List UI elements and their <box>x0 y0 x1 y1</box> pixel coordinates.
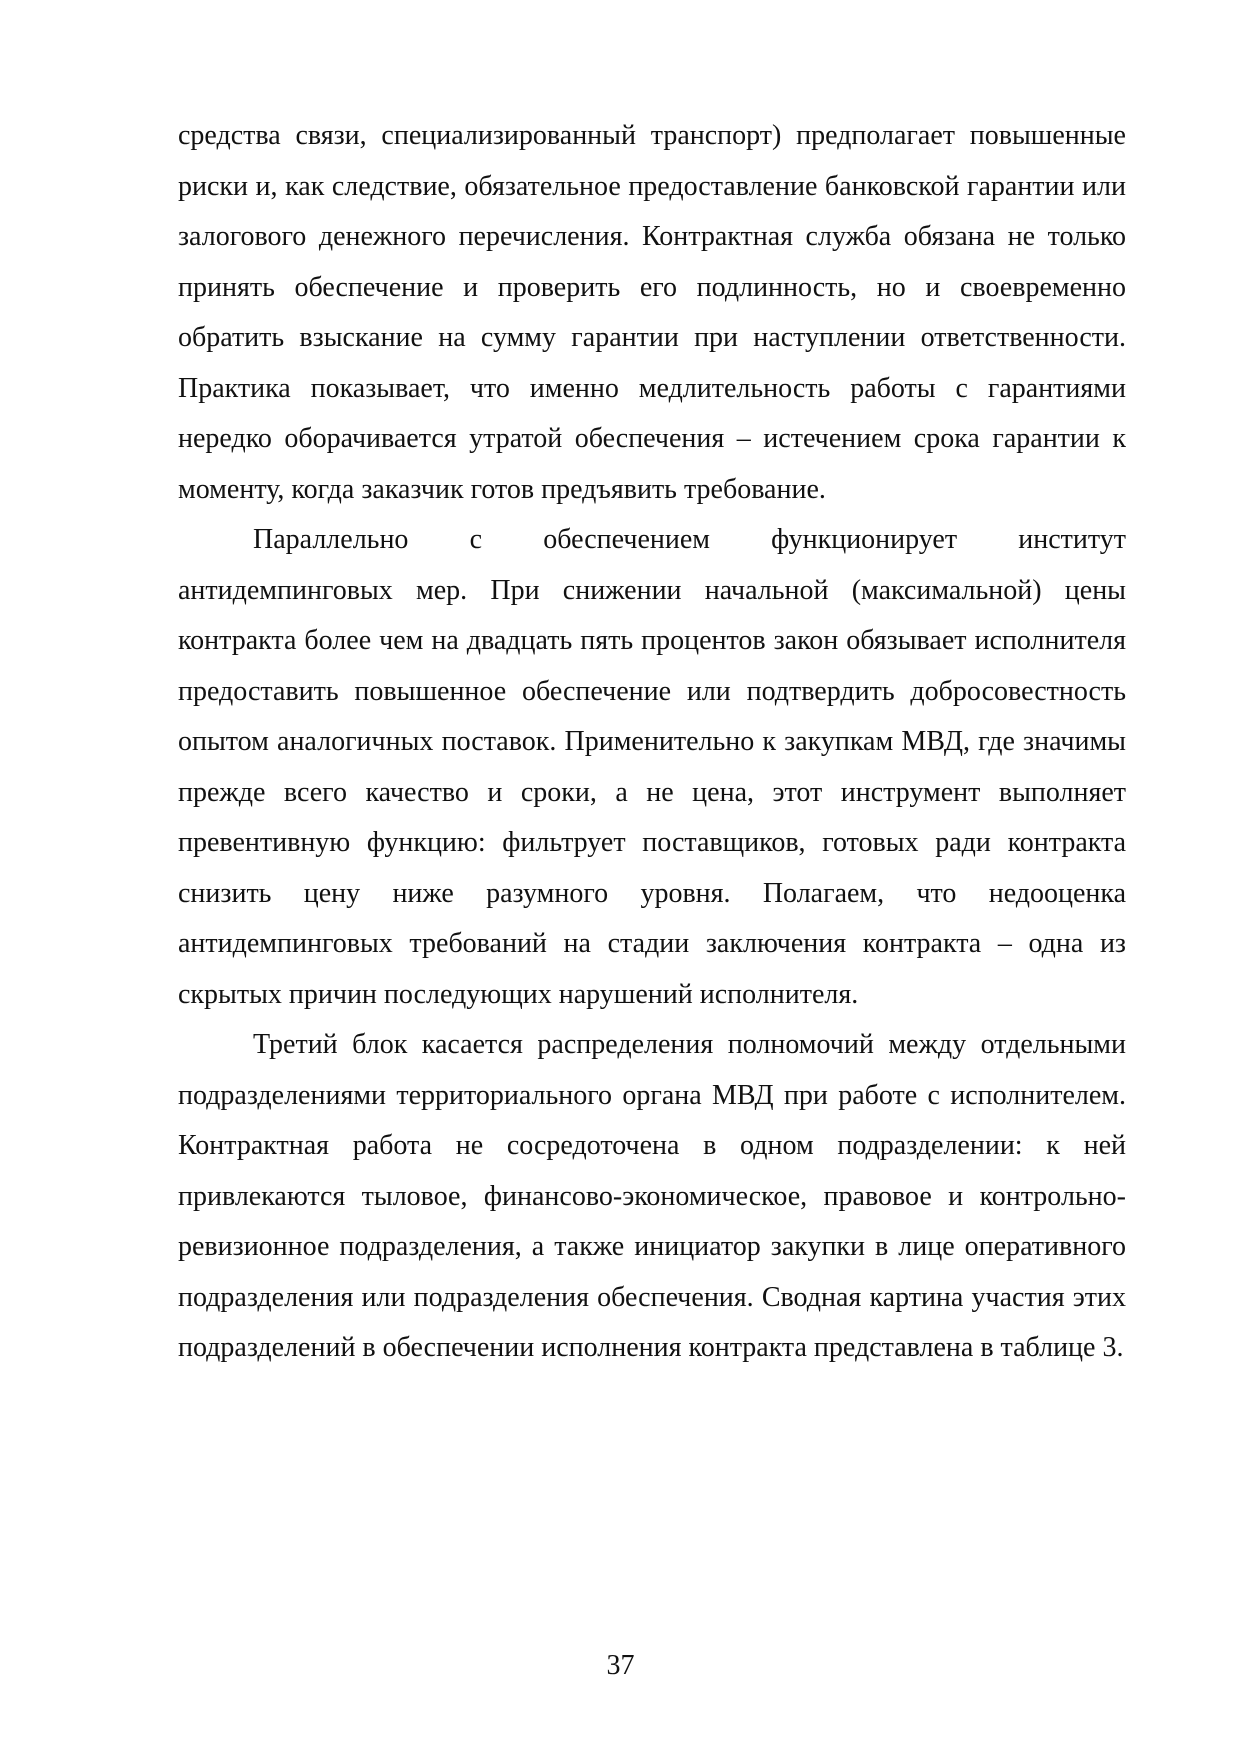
page-number: 37 <box>606 1650 635 1681</box>
paragraph-2: Параллельно с обеспечением функционирует институт антидемпинговых мер. При снижении начальной (максимальной) цены контракта более чем на двадцать пять процентов закон обязывает исполнителя предоставить повышенное обеспечение или подтвердить добросовестность опытом аналогичных поставок. Применительно к закупкам МВД, где значимы прежде всего качество и сроки, а не цена, этот инструмент выполняет превентивную функцию: фильтрует поставщиков, готовых ради контракта снизить цену ниже разумного уровня. Полагаем, что недооценка антидемпинговых требований на стадии заключения контракта – одна из скрытых причин последующих нарушений исполнителя. <box>178 524 1126 1010</box>
body-text <box>178 111 1126 1374</box>
paragraph-1: средства связи, специализированный транспорт) предполагает повышенные риски и, как следствие, обязательное предоставление банковской гарантии или залогового денежного перечисления. Контрактная служба обязана не только принять обеспечение и проверить его подлинность, но и своевременно обратить взыскание на сумму гарантии при наступлении ответственности. Практика показывает, что именно медлительность работы с гарантиями нередко оборачивается утратой обеспечения – истечением срока гарантии к моменту, когда заказчик готов предъявить требование. <box>178 120 1126 505</box>
paragraph-3: Третий блок касается распределения полномочий между отдельными подразделениями территориального органа МВД при работе с исполнителем. Контрактная работа не сосредоточена в одном подразделении: к ней привлекаются тыловое, финансово-экономическое, правовое и контрольно-ревизионное подразделения, а также инициатор закупки в лице оперативного подразделения или подразделения обеспечения. Сводная картина участия этих подразделений в обеспечении исполнения контракта представлена в таблице 3. <box>178 1029 1126 1363</box>
